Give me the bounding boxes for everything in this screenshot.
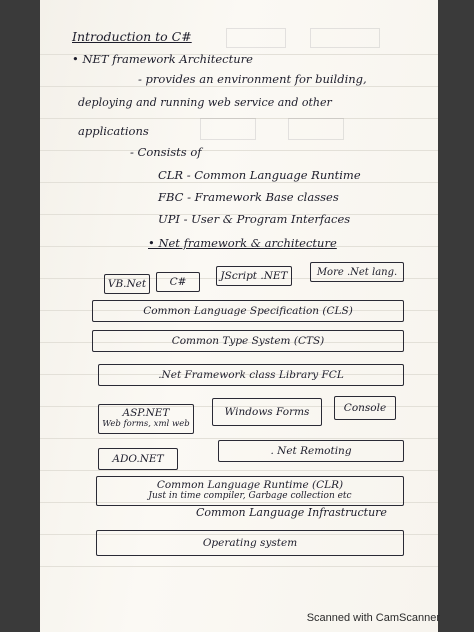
ruled-line [40,438,438,439]
note-line: FBC - Framework Base classes [158,190,339,204]
page-title: Introduction to C# [72,29,192,44]
note-line: • NET framework Architecture [72,52,253,66]
box-console: Console [334,396,396,420]
bleed-through-mark [226,28,286,48]
box-windows-forms: Windows Forms [212,398,322,426]
bleed-through-mark [310,28,380,48]
note-line: - provides an environment for building, [138,72,367,86]
scanner-watermark: Scanned with CamScanner [306,612,440,624]
box-vbnet: VB.Net [104,274,150,294]
clr-stack [148,480,351,502]
cli-label: Common Language Infrastructure [196,506,387,519]
ruled-line [40,150,438,151]
box-ado-net: ADO.NET [98,448,178,470]
box-cls: Common Language Specification (CLS) [92,300,404,322]
clr-label: Common Language Runtime (CLR) [156,479,344,491]
box-jscript: JScript .NET [216,266,292,286]
box-asp-net [98,404,194,434]
box-operating-system: Operating system [96,530,404,556]
box-more-lang: More .Net lang. [310,262,404,282]
box-net-remoting: . Net Remoting [218,440,404,462]
note-line: CLR - Common Language Runtime [158,168,361,182]
box-clr [96,476,404,506]
bleed-through-mark [288,118,344,140]
note-line: UPI - User & Program Interfaces [158,212,351,226]
asp-net-label: ASP.NET [122,407,170,419]
asp-net-stack [102,408,189,430]
note-line: • Net framework & architecture [148,236,337,250]
note-line: - Consists of [130,145,202,159]
box-csharp: C# [156,272,200,292]
ruled-line [40,470,438,471]
box-fcl: .Net Framework class Library FCL [98,364,404,386]
note-line: deploying and running web service and other [78,96,332,109]
ruled-line [40,86,438,87]
clr-sub-label: Just in time compiler, Garbage collection etc [148,491,352,501]
ruled-line [40,182,438,183]
bleed-through-mark [200,118,256,140]
box-cts: Common Type System (CTS) [92,330,404,352]
ruled-line [40,566,438,567]
asp-net-sub-label: Web forms, xml web [102,419,190,429]
note-line: applications [78,124,149,138]
